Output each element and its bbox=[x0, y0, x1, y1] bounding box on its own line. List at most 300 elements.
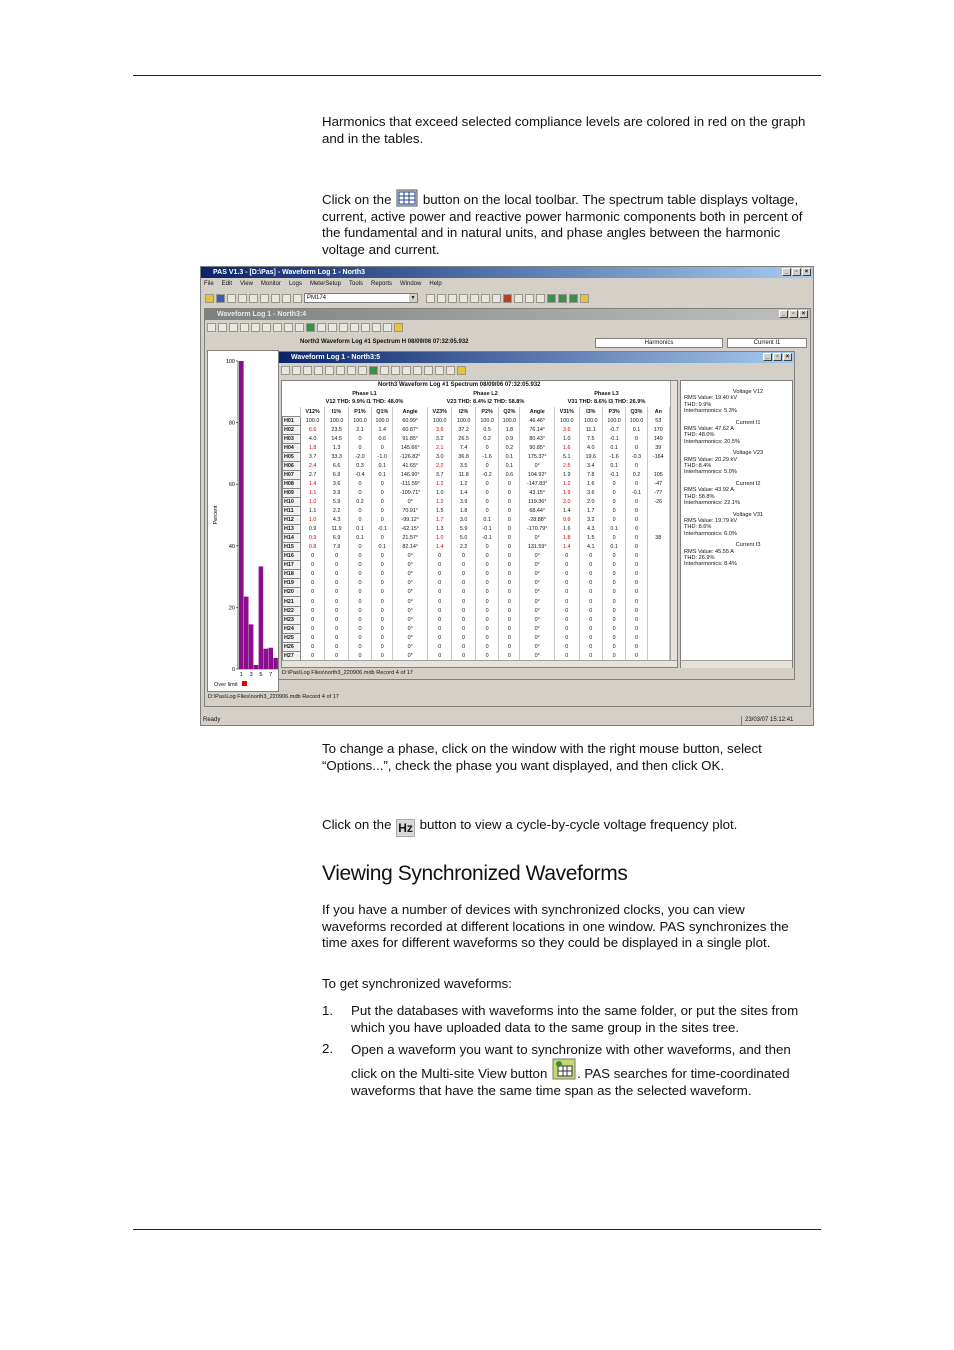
sum-icon[interactable] bbox=[380, 366, 389, 375]
last-record-icon[interactable] bbox=[424, 366, 433, 375]
table-cell: 36.8 bbox=[452, 452, 475, 461]
over-limit-legend bbox=[214, 681, 247, 688]
table-cell: 0 bbox=[579, 642, 602, 651]
spectrum-table bbox=[282, 407, 670, 661]
table-cell: 0 bbox=[626, 543, 647, 552]
table-cell: -0.1 bbox=[626, 488, 647, 497]
table-cell: -62.15° bbox=[393, 525, 428, 534]
refresh-icon[interactable] bbox=[446, 366, 455, 375]
table-cell: 100.0 bbox=[626, 416, 647, 425]
harmonic-number: H08 bbox=[283, 479, 301, 488]
spectrum-icon[interactable] bbox=[251, 323, 260, 332]
prev-record-icon[interactable] bbox=[339, 323, 348, 332]
table-cell: 0 bbox=[325, 579, 348, 588]
paragraph-text: To change a phase, click on the window with the right mouse button, select “Options...”, check the phase you want displayed, and then click OK. bbox=[322, 741, 762, 773]
table-cell: 0° bbox=[520, 651, 555, 660]
menu-item-monitor[interactable]: Monitor bbox=[260, 281, 281, 287]
phase-header bbox=[546, 391, 667, 406]
paragraph-text: button to view a cycle-by-cycle voltage frequency plot. bbox=[419, 817, 738, 832]
table-cell: 0 bbox=[300, 588, 325, 597]
table-cell: 0.6 bbox=[499, 470, 520, 479]
table-cell: 145.66° bbox=[393, 443, 428, 452]
undo-icon[interactable] bbox=[372, 323, 381, 332]
phase-header bbox=[425, 391, 546, 406]
table-cell: 0 bbox=[348, 642, 371, 651]
table-cell: 0° bbox=[393, 588, 428, 597]
cut-icon[interactable] bbox=[227, 294, 236, 303]
table-cell: -109.71° bbox=[393, 488, 428, 497]
table-cell: 0 bbox=[427, 633, 452, 642]
table-cell: 2.2 bbox=[452, 543, 475, 552]
table-cell bbox=[647, 507, 669, 516]
table-cell: 4.3 bbox=[579, 525, 602, 534]
table-cell: 0 bbox=[555, 615, 580, 624]
help-icon[interactable] bbox=[457, 366, 466, 375]
table-cell: -126.82° bbox=[393, 452, 428, 461]
monitor-icon[interactable] bbox=[437, 294, 446, 303]
table-cell bbox=[647, 461, 669, 470]
table-cell: 0 bbox=[325, 651, 348, 660]
table-cell: 0 bbox=[348, 588, 371, 597]
list-number: 1. bbox=[322, 1003, 334, 1018]
column-header: Q1% bbox=[372, 407, 393, 416]
back-window-buttons bbox=[779, 310, 808, 318]
table-cell: 0 bbox=[499, 488, 520, 497]
summary-line: RMS Value: 43.92 A bbox=[684, 487, 734, 494]
table-cell: 0° bbox=[393, 579, 428, 588]
list-text bbox=[351, 1041, 809, 1099]
options-icon[interactable] bbox=[282, 294, 291, 303]
table-cell: 0 bbox=[555, 579, 580, 588]
table-cell: 2.2 bbox=[325, 507, 348, 516]
paragraph-text: button on the local toolbar. The spectrum table displays voltage, current, active power and reactive power harmonic components both in percent of the fundamental and in natural units, and phase angles between the harmonic voltage and current. bbox=[322, 192, 803, 257]
summary-line: RMS Value: 19.79 kV bbox=[684, 517, 738, 524]
harmonic-number: H03 bbox=[283, 434, 301, 443]
table-cell: 0 bbox=[499, 633, 520, 642]
summary-title: Voltage V23 bbox=[732, 450, 764, 457]
hz-icon bbox=[396, 819, 415, 837]
print-icon[interactable] bbox=[260, 294, 269, 303]
prev-record-icon[interactable] bbox=[402, 366, 411, 375]
table-cell: 0 bbox=[372, 642, 393, 651]
table-cell: 0 bbox=[475, 479, 498, 488]
upload-icon[interactable] bbox=[525, 294, 534, 303]
column-header: Q3% bbox=[626, 407, 647, 416]
table-cell: 100.0 bbox=[427, 416, 452, 425]
table-cell: 0 bbox=[348, 624, 371, 633]
harmonic-number: H26 bbox=[283, 642, 301, 651]
table-cell: 0 bbox=[325, 561, 348, 570]
phasor-icon[interactable] bbox=[303, 366, 312, 375]
phase-name: Phase L2 bbox=[473, 391, 498, 397]
filter-icon[interactable] bbox=[306, 323, 315, 332]
minimize-button[interactable]: _ bbox=[779, 310, 788, 318]
menu-item-help[interactable]: Help bbox=[429, 281, 442, 287]
menu-item-file[interactable]: File bbox=[204, 281, 214, 287]
table-cell: 5.1 bbox=[555, 452, 580, 461]
table-cell: 14.5 bbox=[325, 434, 348, 443]
table-cell: 100.0 bbox=[499, 416, 520, 425]
table-cell: 149 bbox=[647, 434, 669, 443]
last-record-icon[interactable] bbox=[361, 323, 370, 332]
front-window-toolbar bbox=[281, 366, 466, 375]
table-cell: -1.0 bbox=[372, 452, 393, 461]
x-tick-label: 5 bbox=[259, 672, 263, 678]
table-cell: -0.3 bbox=[626, 452, 647, 461]
phase-thd: V12 THD: 9.9% I1 THD: 48.0% bbox=[325, 398, 404, 405]
table-cell: 0 bbox=[475, 633, 498, 642]
chart-menu-icon[interactable] bbox=[470, 294, 479, 303]
undo-icon[interactable] bbox=[435, 366, 444, 375]
summary-title: Voltage V31 bbox=[732, 511, 764, 518]
stop-icon[interactable] bbox=[503, 294, 512, 303]
table-cell: -1.6 bbox=[602, 452, 625, 461]
sync-icon[interactable] bbox=[358, 366, 367, 375]
rms-icon[interactable] bbox=[292, 366, 301, 375]
close-button[interactable]: × bbox=[799, 310, 808, 318]
table-cell: 68.44° bbox=[520, 507, 555, 516]
harmonic-number: H04 bbox=[283, 443, 301, 452]
harmonics-icon[interactable] bbox=[273, 323, 282, 332]
phase-headers bbox=[282, 391, 672, 407]
next-record-icon[interactable] bbox=[350, 323, 359, 332]
table-cell: 0.1 bbox=[499, 461, 520, 470]
site-selector[interactable] bbox=[304, 293, 418, 303]
menu-item-reports[interactable]: Reports bbox=[371, 281, 393, 287]
table-cell: 7.5 bbox=[579, 434, 602, 443]
table-cell: 0 bbox=[372, 651, 393, 660]
table-cell: 0 bbox=[475, 443, 498, 452]
table-cell: 0 bbox=[499, 507, 520, 516]
table-cell bbox=[647, 606, 669, 615]
sites-icon[interactable] bbox=[293, 294, 302, 303]
table-cell: 100.0 bbox=[325, 416, 348, 425]
table-cell: 0° bbox=[520, 552, 555, 561]
table-cell: 0 bbox=[427, 651, 452, 660]
table-cell: 0 bbox=[626, 497, 647, 506]
table-cell: 1.8 bbox=[555, 534, 580, 543]
table-cell: 0 bbox=[555, 570, 580, 579]
table-cell: 3.9 bbox=[325, 488, 348, 497]
paste-icon[interactable] bbox=[249, 294, 258, 303]
table-row bbox=[283, 452, 670, 461]
open-icon[interactable] bbox=[205, 294, 214, 303]
harmonic-number: H11 bbox=[283, 507, 301, 516]
table-row bbox=[283, 570, 670, 579]
summary-title: Current I2 bbox=[735, 480, 761, 487]
column-header: P3% bbox=[602, 407, 625, 416]
table-row bbox=[283, 470, 670, 479]
options-icon[interactable] bbox=[347, 366, 356, 375]
table-cell: 0 bbox=[499, 552, 520, 561]
table-cell: 0 bbox=[602, 507, 625, 516]
table-cell: 3.7 bbox=[427, 470, 452, 479]
table-cell: 11.9 bbox=[325, 525, 348, 534]
table-cell: 33.3 bbox=[325, 452, 348, 461]
ions-report-icon[interactable] bbox=[558, 294, 567, 303]
y-tick-label: 40 bbox=[228, 543, 235, 550]
table-cell: 1.6 bbox=[555, 443, 580, 452]
table-cell: 0° bbox=[520, 606, 555, 615]
harmonics-icon[interactable] bbox=[336, 366, 345, 375]
table-cell: 1.1 bbox=[300, 488, 325, 497]
waveform-icon[interactable] bbox=[281, 366, 290, 375]
table-cell: 0 bbox=[372, 534, 393, 543]
spectrum-icon[interactable] bbox=[314, 366, 323, 375]
table-cell: 0 bbox=[427, 606, 452, 615]
sum-icon[interactable] bbox=[317, 323, 326, 332]
table-cell: 0 bbox=[602, 624, 625, 633]
table-cell: 4.0 bbox=[300, 434, 325, 443]
table-cell: 38 bbox=[647, 534, 669, 543]
table-cell: 0 bbox=[499, 525, 520, 534]
table-cell: 0 bbox=[372, 479, 393, 488]
table-cell: 76.14° bbox=[520, 425, 555, 434]
column-header: I2% bbox=[452, 407, 475, 416]
table-cell: 0 bbox=[300, 615, 325, 624]
menu-item-metersetup[interactable]: MeterSetup bbox=[309, 281, 341, 287]
paragraph-text: Harmonics that exceed selected compliance levels are colored in red on the graph and in the tables. bbox=[322, 114, 806, 146]
summary-block bbox=[684, 481, 792, 507]
table-cell: 0° bbox=[393, 642, 428, 651]
table-cell: 0 bbox=[626, 479, 647, 488]
table-cell: 0 bbox=[325, 633, 348, 642]
table-cell: 0° bbox=[520, 588, 555, 597]
table-cell: 3.2 bbox=[427, 434, 452, 443]
table-vertical-scrollbar[interactable] bbox=[670, 381, 678, 661]
table-cell: 0.9 bbox=[499, 434, 520, 443]
table-cell: 0 bbox=[499, 651, 520, 660]
table-cell: 0 bbox=[475, 597, 498, 606]
table-cell: 21.57° bbox=[393, 534, 428, 543]
summary-line: RMS Value: 45.55 A bbox=[684, 548, 734, 555]
table-cell bbox=[647, 516, 669, 525]
log-icon[interactable] bbox=[481, 294, 490, 303]
table-cell bbox=[647, 570, 669, 579]
table-row bbox=[283, 651, 670, 660]
table-cell: 170 bbox=[647, 425, 669, 434]
table-cell: 0.2 bbox=[348, 497, 371, 506]
y-axis-label: Percent bbox=[213, 505, 219, 525]
filter-icon[interactable] bbox=[369, 366, 378, 375]
table-cell: 100.0 bbox=[300, 416, 325, 425]
chart-icon[interactable] bbox=[459, 294, 468, 303]
bar bbox=[249, 624, 254, 669]
preview-icon[interactable] bbox=[271, 294, 280, 303]
table-cell: 0 bbox=[372, 497, 393, 506]
monitor-menu-icon[interactable] bbox=[448, 294, 457, 303]
table-cell: 0.1 bbox=[602, 543, 625, 552]
multi-site-view-icon bbox=[552, 1058, 576, 1080]
restore-button[interactable]: ▫ bbox=[773, 353, 782, 361]
current-tab-label: Current I1 bbox=[753, 340, 781, 346]
minimize-button[interactable]: _ bbox=[782, 268, 791, 276]
summary-horizontal-scrollbar[interactable] bbox=[681, 660, 792, 668]
hz-icon[interactable] bbox=[262, 323, 271, 332]
table-cell: 0.1 bbox=[626, 425, 647, 434]
table-cell: 0 bbox=[427, 597, 452, 606]
first-record-icon[interactable] bbox=[391, 366, 400, 375]
harmonic-number: H21 bbox=[283, 597, 301, 606]
table-cell: -0.1 bbox=[602, 434, 625, 443]
menu-item-edit[interactable]: Edit bbox=[221, 281, 233, 287]
table-cell: 119.36° bbox=[520, 497, 555, 506]
table-cell: 0.2 bbox=[499, 443, 520, 452]
table-cell: 1.1 bbox=[300, 507, 325, 516]
table-cell: 0° bbox=[520, 570, 555, 579]
tou-report-icon[interactable] bbox=[569, 294, 578, 303]
table-icon[interactable] bbox=[426, 294, 435, 303]
table-cell: 0 bbox=[602, 588, 625, 597]
table-cell: 0.1 bbox=[348, 534, 371, 543]
table-cell: 0 bbox=[602, 488, 625, 497]
close-button[interactable]: × bbox=[802, 268, 811, 276]
table-cell: 0 bbox=[579, 588, 602, 597]
summary-panel bbox=[680, 380, 793, 668]
bar bbox=[244, 597, 249, 669]
table-cell: 0.1 bbox=[602, 461, 625, 470]
table-cell: 0 bbox=[602, 570, 625, 579]
table-corner-cell bbox=[283, 407, 301, 416]
table-cell: 0 bbox=[602, 552, 625, 561]
list-text: Put the databases with waveforms into the same folder, or put the sites from which you have uploaded data to the same group in the sites tree. bbox=[351, 1003, 799, 1035]
phasor-icon[interactable] bbox=[240, 323, 249, 332]
harmonic-number: H15 bbox=[283, 543, 301, 552]
table-cell: 1.0 bbox=[300, 497, 325, 506]
menu-item-window[interactable]: Window bbox=[400, 281, 422, 287]
save-icon[interactable] bbox=[216, 294, 225, 303]
minimize-button[interactable]: _ bbox=[763, 353, 772, 361]
restore-button[interactable]: ▫ bbox=[792, 268, 801, 276]
sync-icon[interactable] bbox=[295, 323, 304, 332]
harmonic-number: H05 bbox=[283, 452, 301, 461]
table-cell: 43.15° bbox=[520, 488, 555, 497]
copy-icon[interactable] bbox=[238, 294, 247, 303]
table-cell: 4.1 bbox=[579, 543, 602, 552]
table-cell: 0 bbox=[626, 443, 647, 452]
harmonics-tab-label: Harmonics bbox=[644, 340, 674, 346]
table-cell: 0 bbox=[499, 570, 520, 579]
back-window-path: D:\Pas\Log Files\north3_220906.mdb Record 4 of 17 bbox=[208, 694, 339, 700]
table-cell: 60.99° bbox=[393, 416, 428, 425]
table-cell: 0 bbox=[626, 615, 647, 624]
close-button[interactable]: × bbox=[783, 353, 792, 361]
chevron-down-icon[interactable]: ▼ bbox=[410, 295, 416, 301]
table-cell: 0 bbox=[499, 579, 520, 588]
table-cell: 3.2 bbox=[579, 516, 602, 525]
paragraph-change-phase bbox=[322, 741, 808, 774]
back-window-header: North3 Waveform Log #1 Spectrum H 08/09/06 07:32:05.932 bbox=[300, 339, 469, 345]
options-icon[interactable] bbox=[284, 323, 293, 332]
table-cell: 0.1 bbox=[372, 461, 393, 470]
x-tick-label: 1 bbox=[239, 672, 243, 678]
table-icon[interactable] bbox=[207, 323, 216, 332]
table-horizontal-scrollbar[interactable] bbox=[282, 660, 678, 668]
table-cell: 0 bbox=[475, 488, 498, 497]
table-cell: 5.9 bbox=[452, 525, 475, 534]
first-record-icon[interactable] bbox=[328, 323, 337, 332]
table-row bbox=[283, 534, 670, 543]
table-cell: 0 bbox=[499, 597, 520, 606]
rms-icon[interactable] bbox=[229, 323, 238, 332]
table-cell: 100.0 bbox=[602, 416, 625, 425]
y-tick-label: 60 bbox=[228, 482, 235, 489]
table-cell: 0 bbox=[452, 597, 475, 606]
menu-item-view[interactable]: View bbox=[240, 281, 253, 287]
summary-title: Current I1 bbox=[735, 419, 761, 426]
table-cell: 0 bbox=[372, 570, 393, 579]
list-text-part: Open a waveform you want to synchronize with other waveforms, and then click on the Multi-site View button bbox=[351, 1042, 791, 1081]
table-cell: 0 bbox=[626, 642, 647, 651]
harmonics-tab[interactable] bbox=[595, 338, 723, 348]
table-cell: 1.4 bbox=[555, 507, 580, 516]
column-header: P1% bbox=[348, 407, 371, 416]
table-cell bbox=[647, 597, 669, 606]
waveform-icon[interactable] bbox=[218, 323, 227, 332]
phase-name: Phase L3 bbox=[594, 391, 619, 397]
table-cell: 0 bbox=[626, 534, 647, 543]
harmonic-number: H25 bbox=[283, 633, 301, 642]
column-header: An bbox=[647, 407, 669, 416]
site-combo-value: PM174 bbox=[307, 295, 327, 301]
hz-icon[interactable] bbox=[325, 366, 334, 375]
column-header: V12% bbox=[300, 407, 325, 416]
table-cell: 1.2 bbox=[555, 479, 580, 488]
table-cell: 0 bbox=[325, 597, 348, 606]
table-row bbox=[283, 588, 670, 597]
table-cell: 0 bbox=[325, 552, 348, 561]
summary-line: THD: 8.4% bbox=[684, 463, 712, 470]
table-cell: 3.4 bbox=[579, 461, 602, 470]
table-cell: 0 bbox=[300, 570, 325, 579]
table-cell: 0 bbox=[452, 624, 475, 633]
clear-icon[interactable] bbox=[514, 294, 523, 303]
table-cell: 0 bbox=[348, 561, 371, 570]
harmonic-number: H02 bbox=[283, 425, 301, 434]
log-view-icon[interactable] bbox=[492, 294, 501, 303]
help-icon[interactable] bbox=[394, 323, 403, 332]
download-icon[interactable] bbox=[536, 294, 545, 303]
table-cell: 2.5 bbox=[555, 461, 580, 470]
table-cell: 0 bbox=[372, 488, 393, 497]
refresh-icon[interactable] bbox=[383, 323, 392, 332]
table-cell: 0.9 bbox=[555, 516, 580, 525]
current-tab[interactable] bbox=[727, 338, 807, 348]
gen-report-icon[interactable] bbox=[547, 294, 556, 303]
table-cell: 100.0 bbox=[475, 416, 498, 425]
table-cell: 0 bbox=[427, 642, 452, 651]
table-cell: 0 bbox=[348, 570, 371, 579]
table-cell: 0 bbox=[475, 624, 498, 633]
restore-button[interactable]: ▫ bbox=[789, 310, 798, 318]
table-cell: 0.3 bbox=[348, 461, 371, 470]
summary-block bbox=[684, 389, 792, 415]
table-cell: -0.2 bbox=[475, 470, 498, 479]
table-cell bbox=[647, 651, 669, 660]
help-icon[interactable] bbox=[580, 294, 589, 303]
table-cell: -0.1 bbox=[475, 525, 498, 534]
table-cell bbox=[647, 525, 669, 534]
y-tick-label: 20 bbox=[228, 605, 235, 612]
summary-line: Interharmonics: 5.3% bbox=[684, 408, 737, 415]
next-record-icon[interactable] bbox=[413, 366, 422, 375]
table-cell: 1.4 bbox=[372, 425, 393, 434]
table-cell: 1.4 bbox=[555, 543, 580, 552]
front-waveform-window[interactable] bbox=[278, 351, 795, 680]
menu-item-logs[interactable]: Logs bbox=[288, 281, 302, 287]
menu-item-tools[interactable]: Tools bbox=[348, 281, 363, 287]
phase-name: Phase L1 bbox=[352, 391, 377, 397]
